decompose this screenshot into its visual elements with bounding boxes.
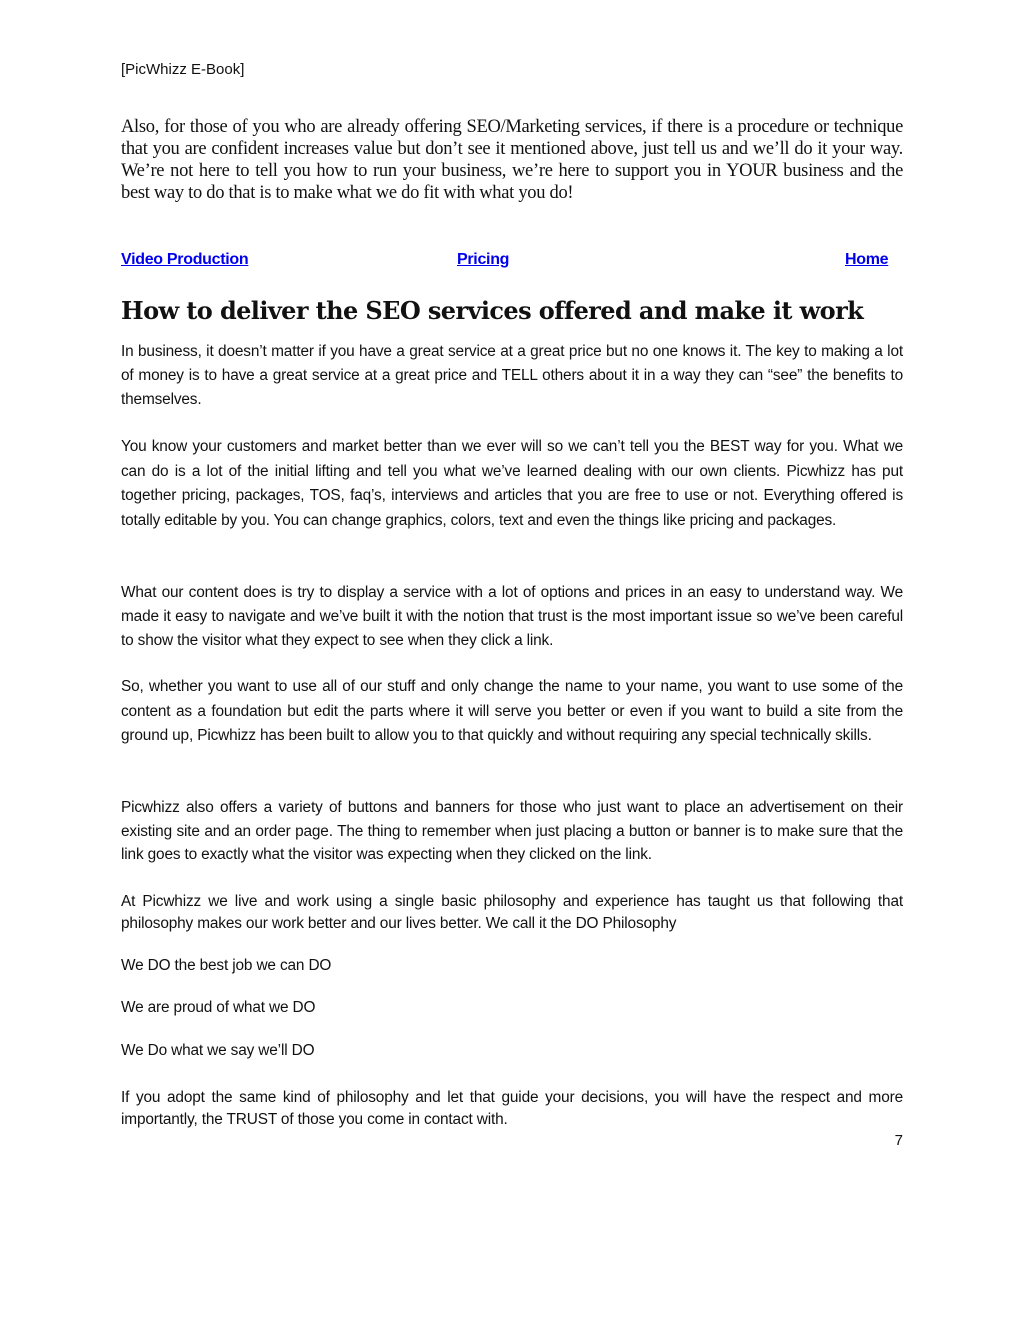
- paragraph: So, whether you want to use all of our stuff and only change the name to your name, you want to use some of the content as a foundation but edit the parts where it will serve you better or even if you want to build a site from the ground up, Picwhizz has been built to allow you to that quickly and without requiring any special technically skills.: [121, 678, 903, 744]
- home-link[interactable]: Home: [845, 251, 889, 268]
- page-number: 7: [894, 1132, 903, 1149]
- paragraph: If you adopt the same kind of philosophy and let that guide your decisions, you will have the respect and more importantly, the TRUST of those you come in contact with.: [121, 1089, 903, 1128]
- nav-links: [121, 251, 903, 275]
- intro-paragraph: Also, for those of you who are already offering SEO/Marketing services, if there is a procedure or technique that you are confident increases value but don’t see it mentioned above, just tell us and we’ll do it your way. We’re not here to tell you how to run your business, we’re here to support you in YOUR business and the best way to do that is to make what we do fit with what you do!: [121, 117, 903, 203]
- philosophy-line: We Do what we say we’ll DO: [121, 1042, 315, 1059]
- paragraph: At Picwhizz we live and work using a single basic philosophy and experience has taught us that following that philosophy makes our work better and our lives better. We call it the DO Philosophy: [121, 893, 903, 932]
- section-title: How to deliver the SEO services offered and make it work: [121, 296, 864, 325]
- paragraph: You know your customers and market better than we ever will so we can’t tell you the BEST way for you. What we can do is a lot of the initial lifting and tell you what we’ve learned dealing with our own clients. Picwhizz has put together pricing, packages, TOS, faq’s, interviews and articles that you are free to use or not. Everything offered is totally editable by you. You can change graphics, colors, text and even the things like pricing and packages.: [121, 438, 903, 529]
- paragraph: What our content does is try to display a service with a lot of options and prices in an easy to understand way. We made it easy to navigate and we’ve built it with the notion that trust is the most important issue so we’ve been careful to show the visitor what they expect to see when they click a link.: [121, 584, 903, 649]
- paragraph: Picwhizz also offers a variety of buttons and banners for those who just want to place an advertisement on their existing site and an order page. The thing to remember when just placing a button or banner is to make sure that the link goes to exactly what the visitor was expecting when they clicked on the link.: [121, 799, 903, 863]
- pricing-link[interactable]: Pricing: [457, 251, 510, 268]
- running-header: [PicWhizz E-Book]: [121, 61, 245, 78]
- paragraph: In business, it doesn’t matter if you have a great service at a great price but no one knows it. The key to making a lot of money is to have a great service at a great price and TELL others about it in a way they can “see” the benefits to themselves.: [121, 343, 903, 408]
- philosophy-line: We are proud of what we DO: [121, 999, 316, 1016]
- video-production-link[interactable]: Video Production: [121, 251, 249, 268]
- philosophy-line: We DO the best job we can DO: [121, 957, 332, 974]
